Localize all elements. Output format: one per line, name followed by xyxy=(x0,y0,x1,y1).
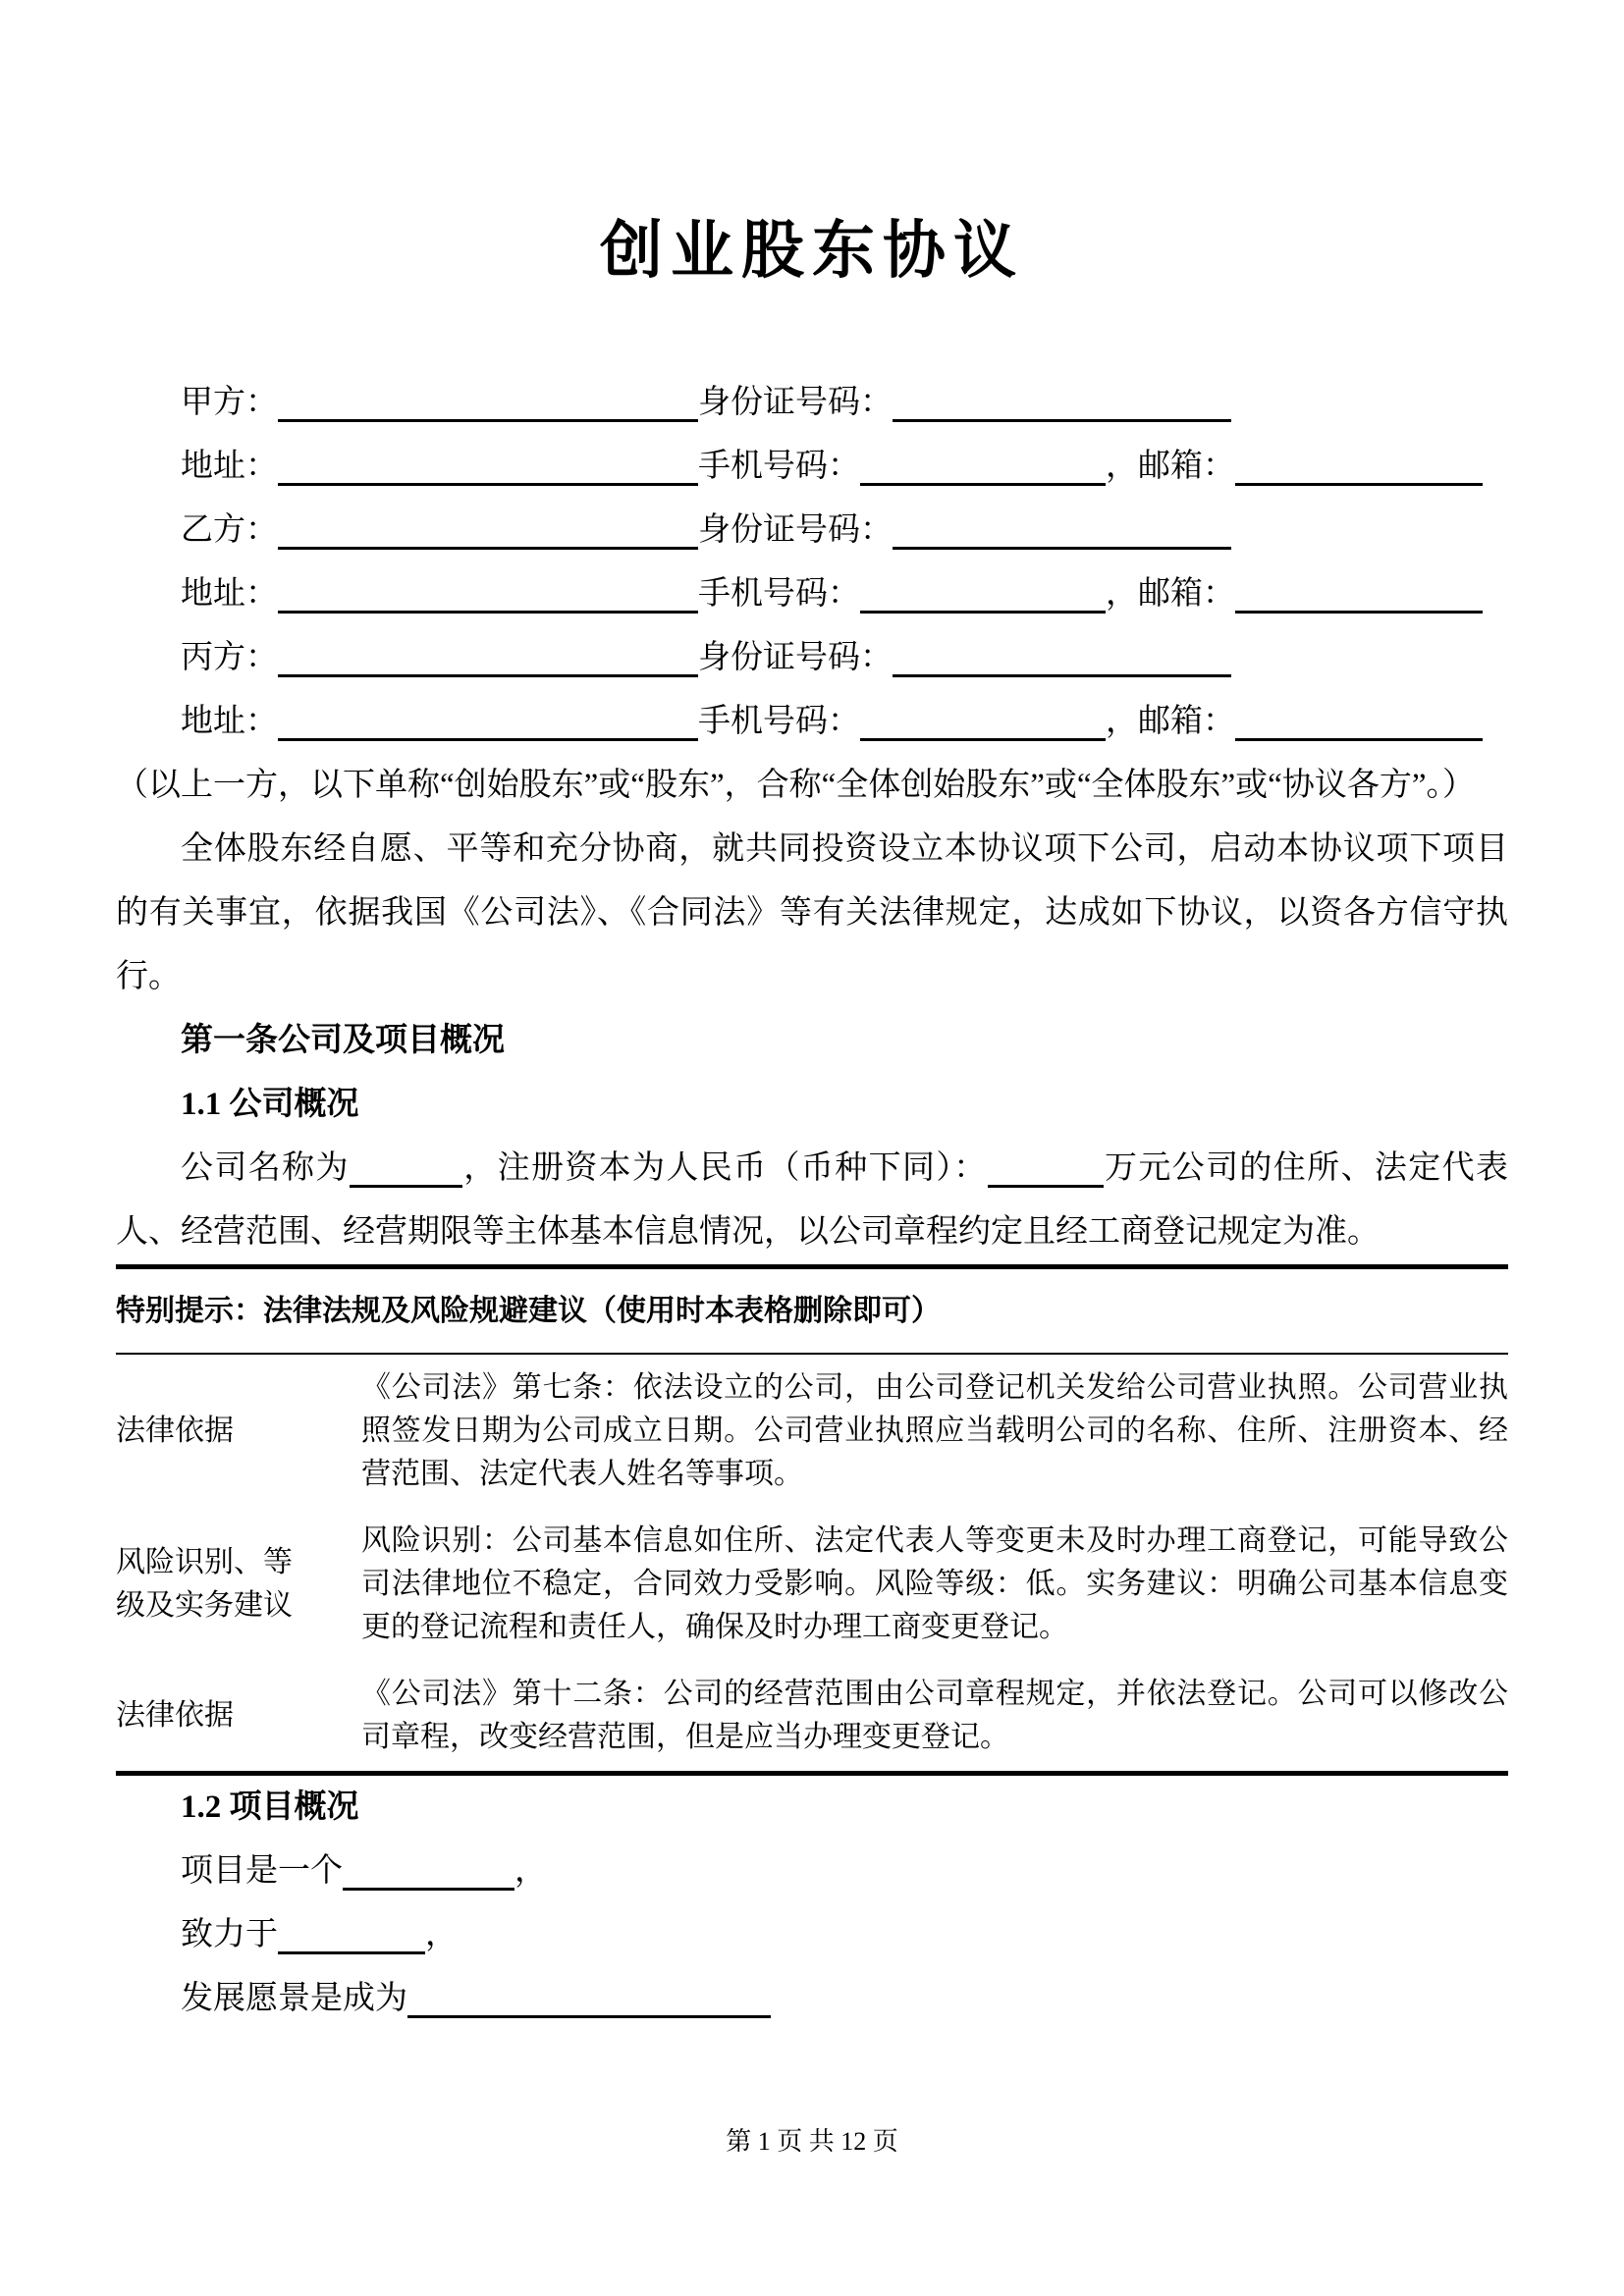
page-number-footer: 第 1 页 共 12 页 xyxy=(726,2127,898,2156)
company-overview-part2: ，注册资本为人民币（币种下同）： xyxy=(461,1150,988,1186)
party-a-name-row xyxy=(181,371,1508,435)
party-b-name-row xyxy=(181,499,1508,562)
project-type-blank[interactable] xyxy=(343,1848,514,1891)
party-b-id-label: 身份证号码： xyxy=(698,512,893,548)
preamble-paragraph: 全体股东经自愿、平等和充分协商，就共同投资设立本协议项下公司，启动本协议项下项目的有关事宜，依据我国《公司法》、《合同法》等有关法律规定，达成如下协议，以资各方信守执行。 xyxy=(116,831,1508,994)
intro-note-paragraph: （以上一方，以下单称“创始股东”或“股东”，合称“全体创始股东”或“全体股东”或“协议各方”。） xyxy=(116,768,1475,803)
party-c-address-row xyxy=(181,690,1508,754)
party-a-email-label: ，邮箱： xyxy=(1106,449,1235,484)
company-overview-part1: 公司名称为 xyxy=(181,1150,350,1186)
party-c-id-label: 身份证号码： xyxy=(698,640,893,675)
party-a-id-blank[interactable] xyxy=(893,380,1231,422)
party-c-email-label: ，邮箱： xyxy=(1106,704,1235,739)
party-b-address-row xyxy=(181,562,1508,626)
project-goal-blank[interactable] xyxy=(278,1912,425,1954)
row2-content: 风险识别：公司基本信息如住所、法定代表人等变更未及时办理工商登记，可能导致公司法律地位不稳定，合同效力受影响。风险等级：低。实务建议：明确公司基本信息变更的登记流程和责任人，确保及时办理工商变更登记。 xyxy=(361,1524,1508,1643)
legal-tips-table xyxy=(116,1264,1508,1776)
party-a-phone-blank[interactable] xyxy=(860,444,1106,486)
row2-label: 风险识别、等级及实务建议 xyxy=(116,1546,293,1622)
project-line-1 xyxy=(181,1840,1508,1903)
company-overview-part3: 万元公司的住所、法定代表人、经营范围、经营期限等主体基本信息情况，以公司章程约定且经工商登记规定为准。 xyxy=(116,1150,1509,1250)
table-row xyxy=(116,1355,1508,1508)
party-b-email-label: ，邮箱： xyxy=(1106,576,1235,612)
party-c-phone-blank[interactable] xyxy=(860,699,1106,741)
party-a-address-label: 地址： xyxy=(181,449,278,484)
registered-capital-blank[interactable] xyxy=(988,1146,1104,1188)
party-a-name-blank[interactable] xyxy=(278,380,698,422)
party-b-address-blank[interactable] xyxy=(278,571,698,614)
party-b-name-label: 乙方： xyxy=(181,512,278,548)
company-name-blank[interactable] xyxy=(350,1146,462,1188)
party-b-id-blank[interactable] xyxy=(893,507,1231,550)
party-b-address-label: 地址： xyxy=(181,576,278,612)
section-1-1-heading: 1.1 公司概况 xyxy=(181,1087,359,1122)
project-line-2 xyxy=(181,1903,1508,1967)
company-overview-paragraph xyxy=(116,1137,1508,1264)
party-a-address-blank[interactable] xyxy=(278,444,698,486)
section-1-2-heading: 1.2 项目概况 xyxy=(181,1789,359,1825)
party-c-name-label: 丙方： xyxy=(181,640,278,675)
project-line-2-suffix: ， xyxy=(425,1917,458,1952)
project-line-1-suffix: ， xyxy=(514,1853,547,1889)
article1-heading: 第一条公司及项目概况 xyxy=(181,1023,505,1058)
party-a-address-row xyxy=(181,435,1508,499)
party-b-phone-blank[interactable] xyxy=(860,571,1106,614)
party-b-email-blank[interactable] xyxy=(1235,571,1483,614)
project-vision-blank[interactable] xyxy=(407,1976,771,2018)
legal-tips-header: 特别提示：法律法规及风险规避建议（使用时本表格删除即可） xyxy=(116,1269,1508,1355)
row3-content: 《公司法》第十二条：公司的经营范围由公司章程规定，并依法登记。公司可以修改公司章程，改变经营范围，但是应当办理变更登记。 xyxy=(361,1678,1508,1753)
party-c-name-row xyxy=(181,626,1508,690)
project-line-2-prefix: 致力于 xyxy=(181,1917,278,1952)
project-line-1-prefix: 项目是一个 xyxy=(181,1853,343,1889)
page-title: 创业股东协议 xyxy=(600,216,1024,286)
party-a-id-label: 身份证号码： xyxy=(698,385,893,420)
party-b-phone-label: 手机号码： xyxy=(698,576,860,612)
party-a-name-label: 甲方： xyxy=(181,385,278,420)
row1-label: 法律依据 xyxy=(116,1415,234,1447)
party-c-name-blank[interactable] xyxy=(278,635,698,677)
party-c-address-blank[interactable] xyxy=(278,699,698,741)
project-line-3 xyxy=(181,1967,1508,2031)
party-c-phone-label: 手机号码： xyxy=(698,704,860,739)
party-a-email-blank[interactable] xyxy=(1235,444,1483,486)
party-c-email-blank[interactable] xyxy=(1235,699,1483,741)
party-b-name-blank[interactable] xyxy=(278,507,698,550)
party-a-phone-label: 手机号码： xyxy=(698,449,860,484)
row3-label: 法律依据 xyxy=(116,1699,234,1732)
party-c-address-label: 地址： xyxy=(181,704,278,739)
table-row xyxy=(116,1661,1508,1771)
table-row xyxy=(116,1508,1508,1661)
party-c-id-blank[interactable] xyxy=(893,635,1231,677)
project-line-3-prefix: 发展愿景是成为 xyxy=(181,1981,407,2016)
row1-content: 《公司法》第七条：依法设立的公司，由公司登记机关发给公司营业执照。公司营业执照签发日期为公司成立日期。公司营业执照应当载明公司的名称、住所、注册资本、经营范围、法定代表人姓名等事项。 xyxy=(361,1371,1508,1490)
